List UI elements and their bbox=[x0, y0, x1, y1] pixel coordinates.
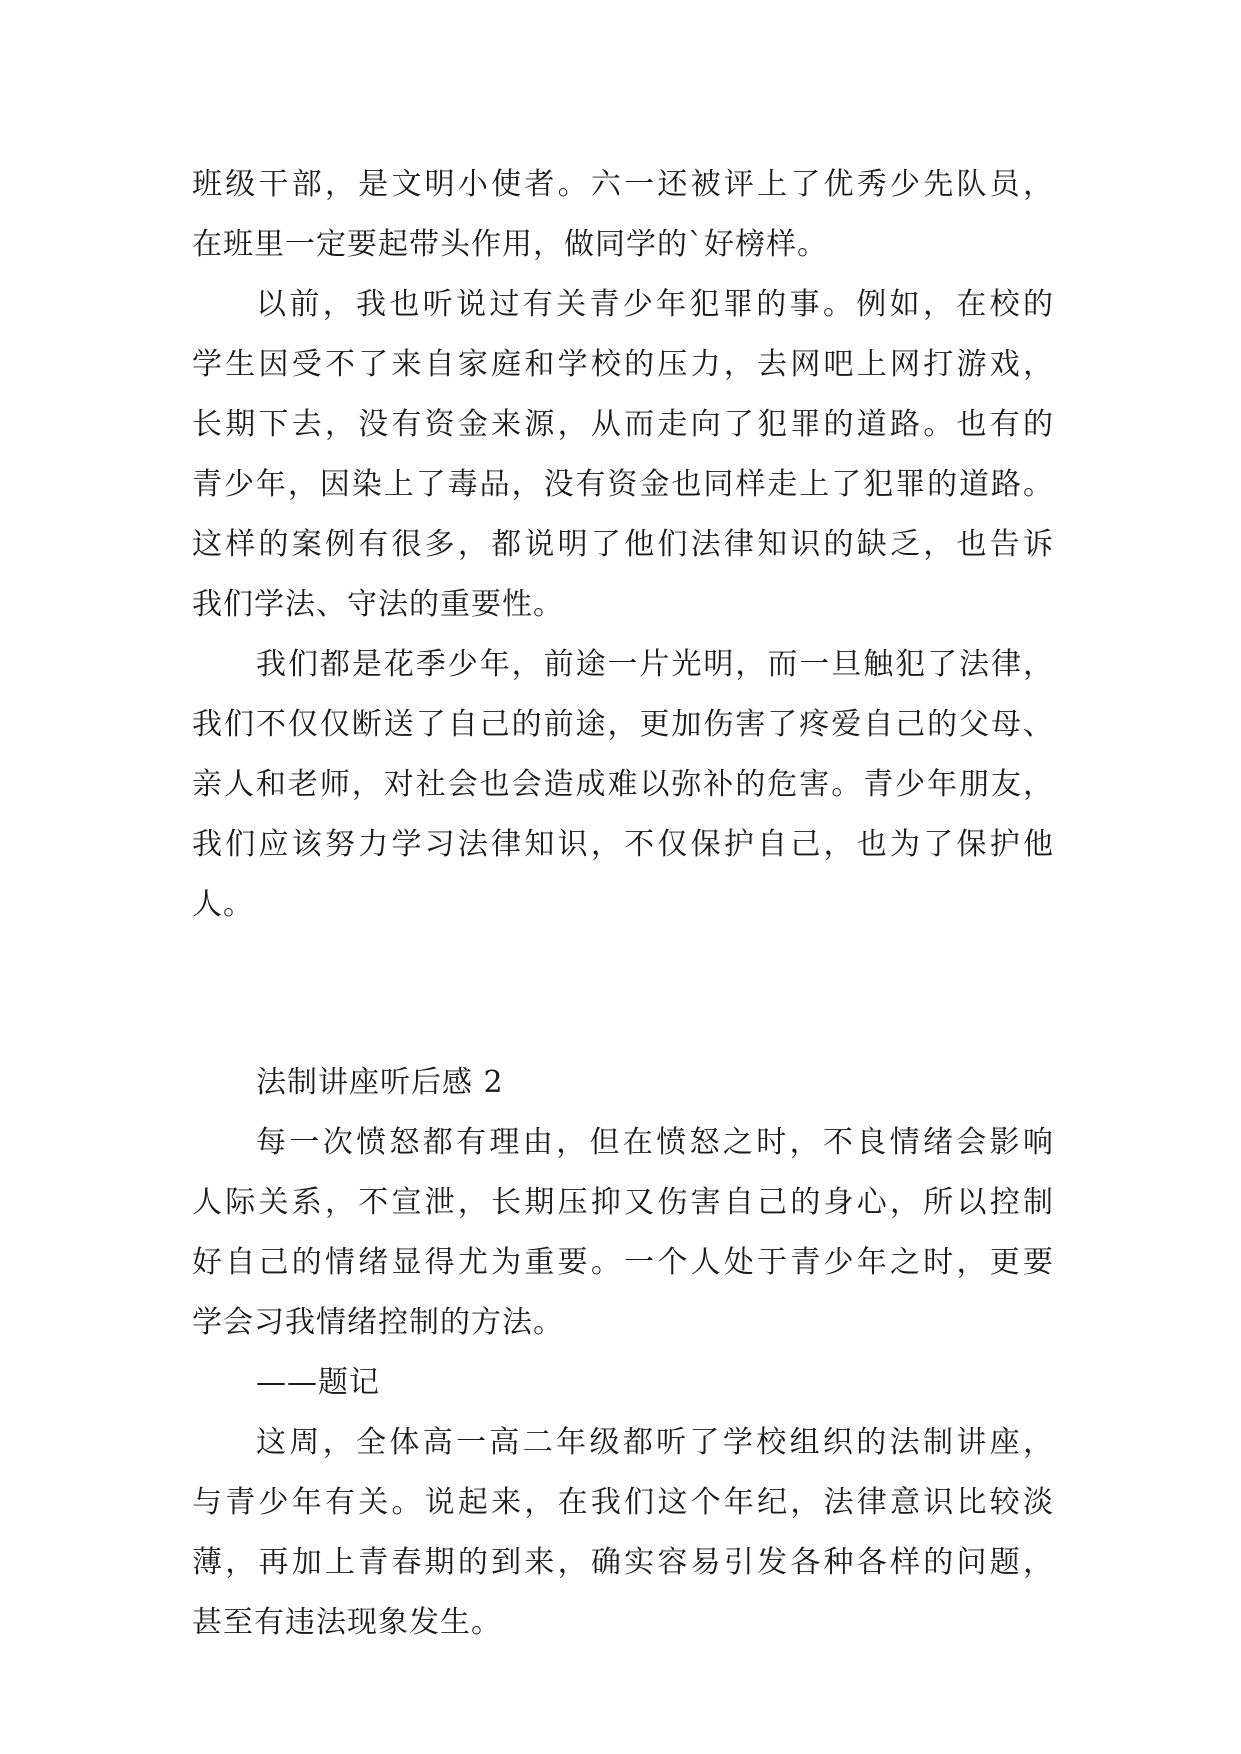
paragraph-line: 亲人和老师，对社会也会造成难以弥补的危害。青少年朋友， bbox=[192, 767, 1054, 802]
paragraph-line: 与青少年有关。说起来，在我们这个年纪，法律意识比较淡 bbox=[192, 1485, 1054, 1520]
paragraph-line: 这样的案例有很多，都说明了他们法律知识的缺乏，也告诉 bbox=[192, 527, 1054, 562]
paragraph-line: 我们应该努力学习法律知识，不仅保护自己，也为了保护他 bbox=[192, 827, 1054, 862]
paragraph-line: 甚至有违法现象发生。 bbox=[192, 1605, 502, 1640]
epigraph-attribution: ——题记 bbox=[256, 1365, 380, 1400]
paragraph-line: 我们学法、守法的重要性。 bbox=[192, 587, 564, 622]
paragraph-line: 薄，再加上青春期的到来，确实容易引发各种各样的问题， bbox=[192, 1545, 1054, 1580]
paragraph-line: 学生因受不了来自家庭和学校的压力，去网吧上网打游戏， bbox=[192, 347, 1054, 382]
section-heading: 法制讲座听后感 2 bbox=[256, 1065, 504, 1100]
paragraph-line: 每一次愤怒都有理由，但在愤怒之时，不良情绪会影响 bbox=[256, 1125, 1054, 1160]
paragraph-line: 班级干部，是文明小使者。六一还被评上了优秀少先队员， bbox=[192, 167, 1054, 202]
paragraph-line: 人。 bbox=[192, 887, 254, 922]
section-gap bbox=[192, 935, 1054, 1053]
paragraph-line: 在班里一定要起带头作用，做同学的`好榜样。 bbox=[192, 227, 828, 262]
paragraph-line: 人际关系，不宣泄，长期压抑又伤害自己的身心，所以控制 bbox=[192, 1185, 1054, 1220]
paragraph-line: 我们不仅仅断送了自己的前途，更加伤害了疼爱自己的父母、 bbox=[192, 707, 1054, 742]
paragraph-line: 青少年，因染上了毒品，没有资金也同样走上了犯罪的道路。 bbox=[192, 467, 1054, 502]
paragraph-line: 长期下去，没有资金来源，从而走向了犯罪的道路。也有的 bbox=[192, 407, 1054, 442]
document-page bbox=[192, 155, 1054, 1653]
paragraph-line: 这周，全体高一高二年级都听了学校组织的法制讲座， bbox=[256, 1425, 1054, 1460]
paragraph-line: 我们都是花季少年，前途一片光明，而一旦触犯了法律， bbox=[256, 647, 1054, 682]
paragraph-line: 学会习我情绪控制的方法。 bbox=[192, 1305, 564, 1340]
paragraph-line: 以前，我也听说过有关青少年犯罪的事。例如，在校的 bbox=[256, 287, 1054, 322]
paragraph-line: 好自己的情绪显得尤为重要。一个人处于青少年之时，更要 bbox=[192, 1245, 1054, 1280]
